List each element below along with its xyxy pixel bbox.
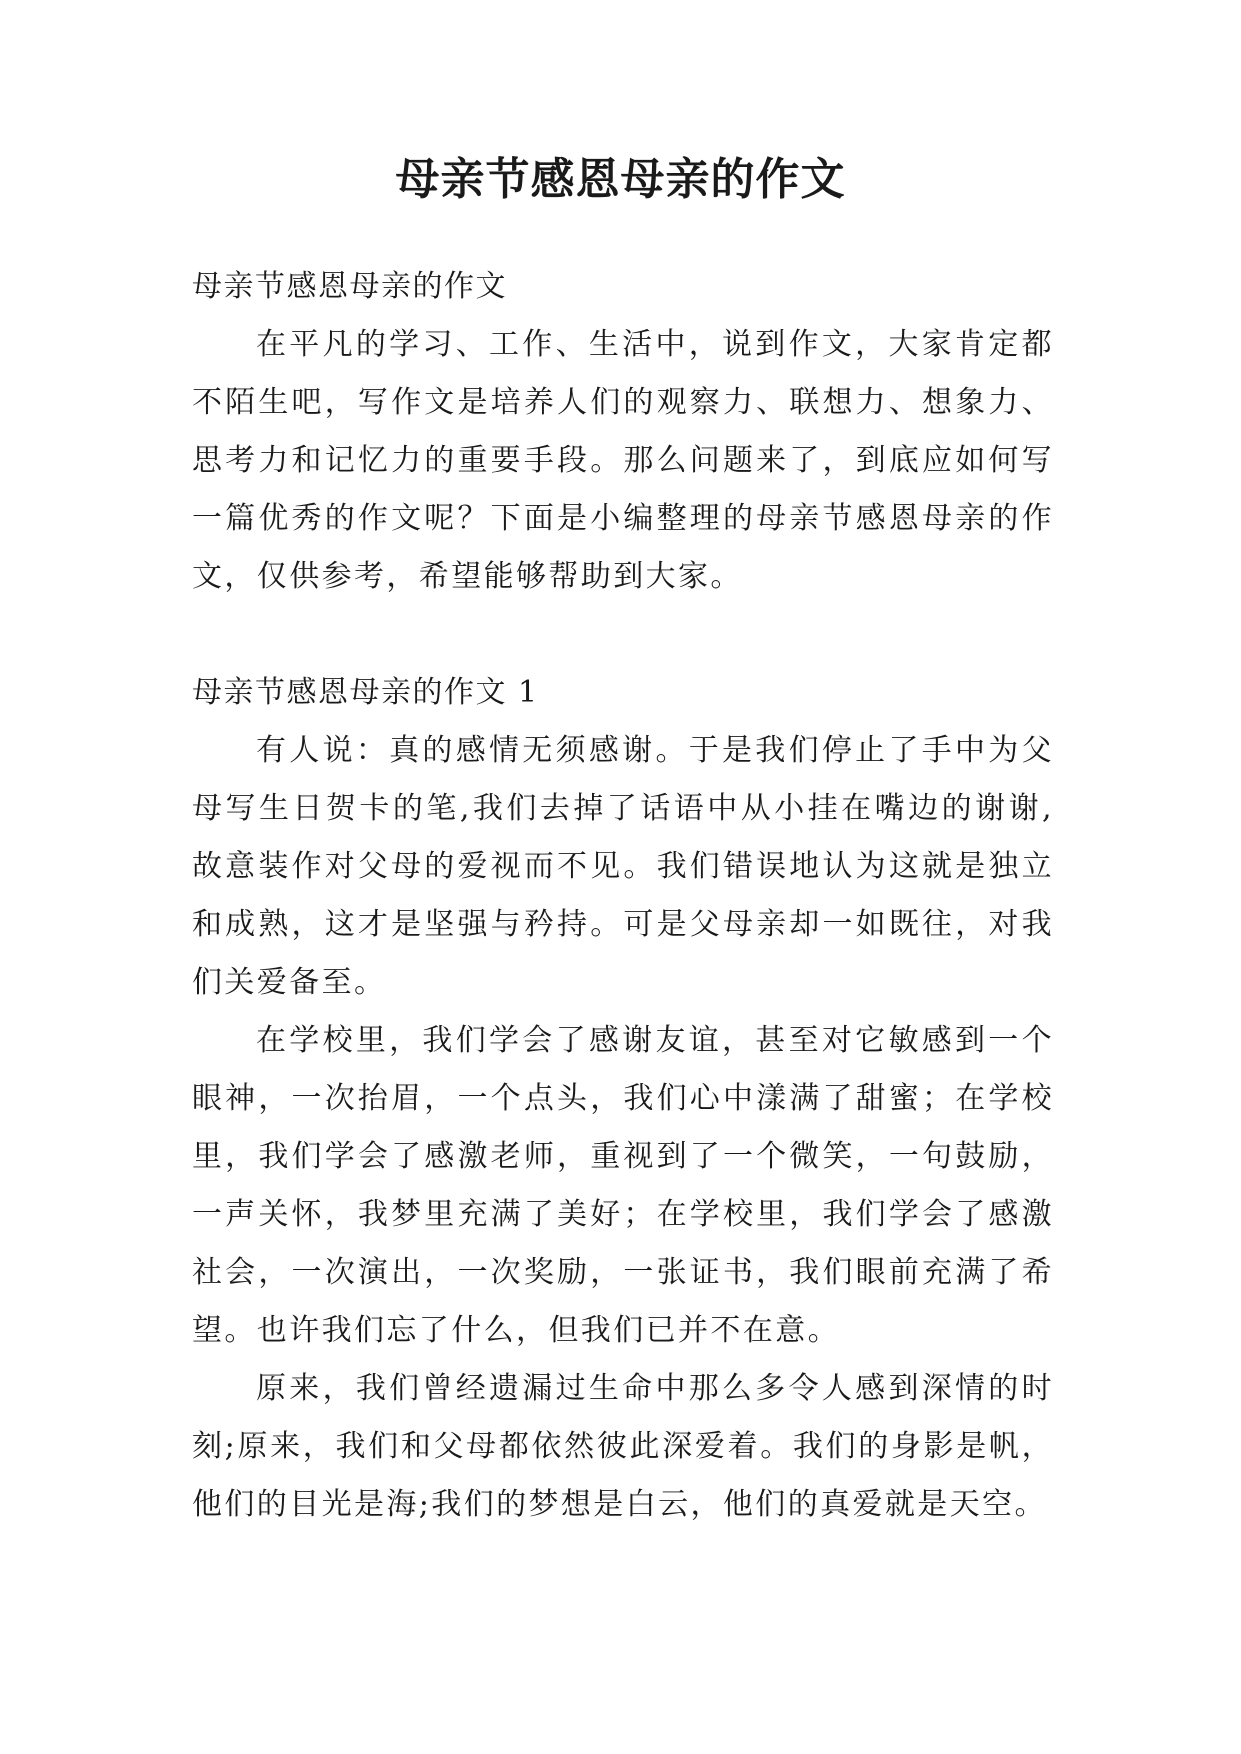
section-heading: 母亲节感恩母亲的作文 1 [192,675,539,710]
body-paragraph: 原来，我们曾经遗漏过生命中那么多令人感到深情的时刻;原来，我们和父母都依然彼此深爱着。我们的身影是帆，他们的目光是海;我们的梦想是白云，他们的真爱就是天空。 [192,1371,1054,1522]
intro-paragraph: 在平凡的学习、工作、生活中，说到作文，大家肯定都不陌生吧，写作文是培养人们的观察力、联想力、想象力、思考力和记忆力的重要手段。那么问题来了，到底应如何写一篇优秀的作文呢？下面是小编整理的母亲节感恩母亲的作文，仅供参考，希望能够帮助到大家。 [192,327,1054,594]
section-spacer [192,606,1054,664]
document-title: 母亲节感恩母亲的作文 [395,154,846,205]
intro-heading: 母亲节感恩母亲的作文 [192,269,507,304]
document-body [192,258,1054,1534]
body-paragraph: 有人说：真的感情无须感谢。于是我们停止了手中为父母写生日贺卡的笔,我们去掉了话语中从小挂在嘴边的谢谢,故意装作对父母的爱视而不见。我们错误地认为这就是独立和成熟，这才是坚强与矜持。可是父母亲却一如既往，对我们关爱备至。 [192,733,1054,1000]
body-paragraph: 在学校里，我们学会了感谢友谊，甚至对它敏感到一个眼神，一次抬眉，一个点头，我们心中漾满了甜蜜；在学校里，我们学会了感激老师，重视到了一个微笑，一句鼓励，一声关怀，我梦里充满了美好；在学校里，我们学会了感激社会，一次演出，一次奖励，一张证书，我们眼前充满了希望。也许我们忘了什么，但我们已并不在意。 [192,1023,1054,1348]
